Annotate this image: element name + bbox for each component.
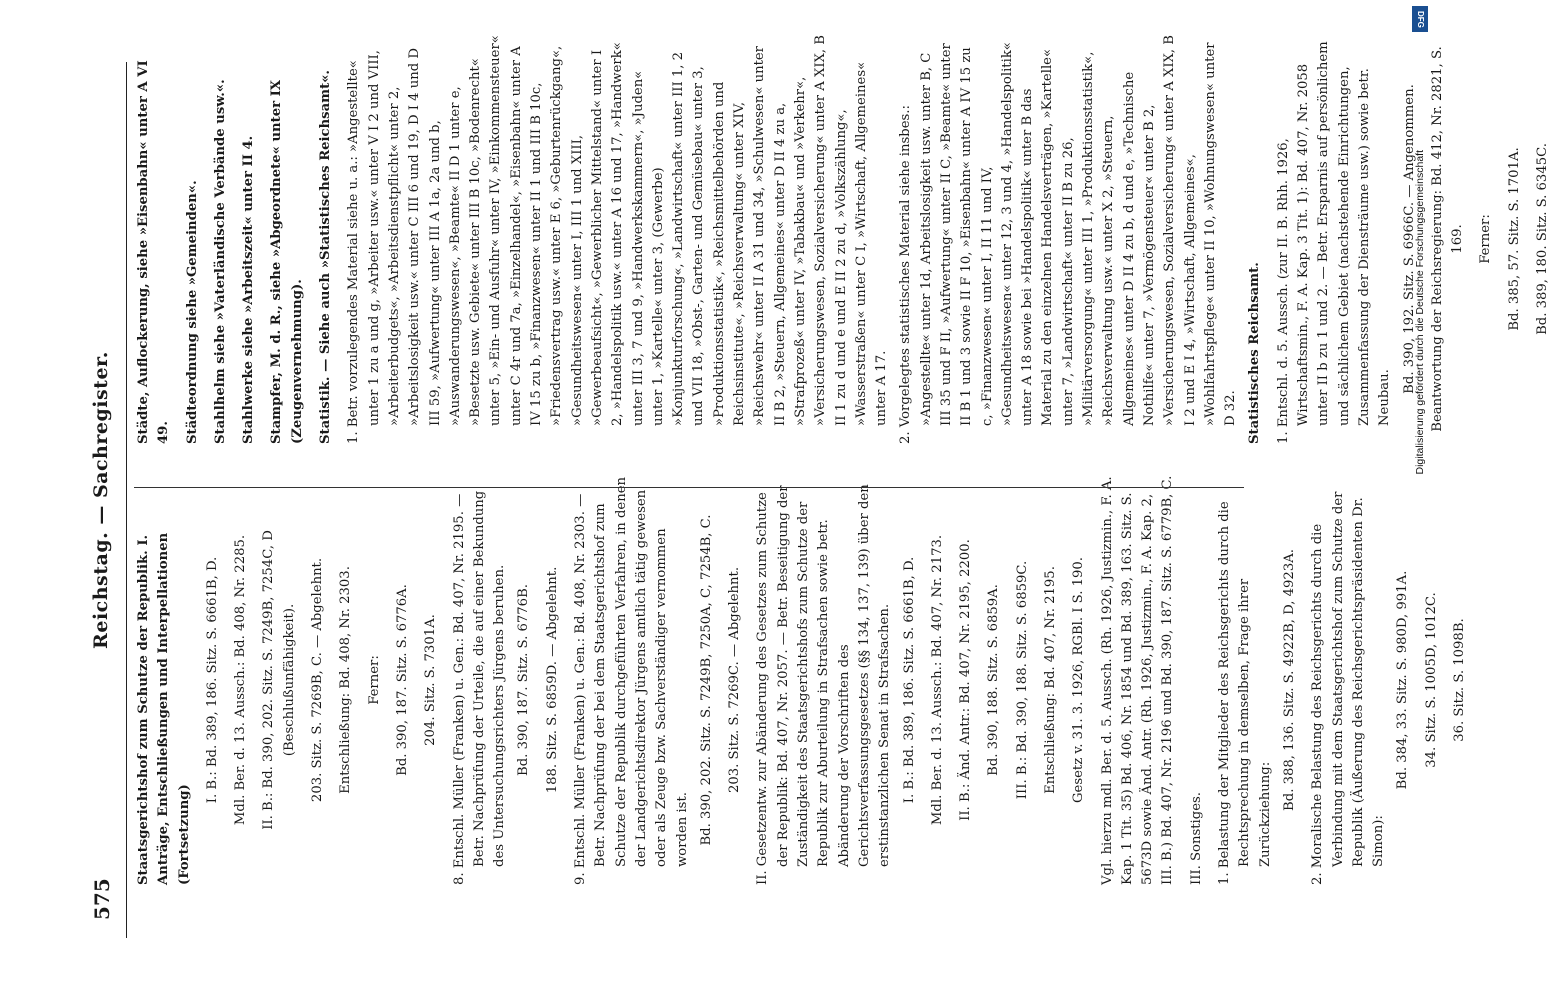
register-entry: Bd. 390, 202. Sitz. S. 7249B, 7250A, C, 7254B, C. [698, 514, 714, 846]
register-entry: Entschließung: Bd. 408, Nr. 2303. [338, 566, 354, 794]
register-entry: 8. Entschl. Müller (Franken) u. Gen.: Bd. 407, Nr. 2195. — Betr. Nachprüfung der Urteile, die auf einer Bekundung des Untersuchungsrichters Jürgens beruhen. [451, 490, 508, 885]
register-entry-heading: Stampfer, M. d. R., siehe »Abgeordnete« unter IX (Zeugenvernehmung). [269, 79, 305, 444]
register-entry: Beantwortung der Reichsregierung: Bd. 412, Nr. 2821, S. 169. [1429, 46, 1466, 432]
register-entry: Ferner: [1478, 214, 1494, 264]
register-entry: Bd. 389, 180. Sitz. S. 6345C. [1535, 143, 1550, 335]
register-entry: II. Gesetzentw. zur Abänderung des Gesetzes zum Schutze der Republik: Bd. 407, Nr. 2057. — Betr. Beseitigung der Zuständigkeit des Staatsgerichtshofs zum Schutze der Republik zur Aburteilung in Strafsachen sowie betr. Abänderung der Vorschriften des Gerichtsverfassungsgesetzes (§§ 134, 137, 139) über den erstinstanzlichen Senat in Strafsachen. [755, 484, 893, 885]
register-entry: Ferner: [366, 655, 382, 705]
register-entry: I. B.: Bd. 389, 186. Sitz. S. 6661B, D. [204, 556, 220, 804]
register-entry: Bd. 384, 33. Sitz. S. 980D, 991A. [1395, 570, 1411, 790]
register-entry: 203. Sitz. S. 7269B, C. — Abgelehnt. [310, 557, 326, 803]
register-entry-heading: Statistisches Reichsamt. [1247, 262, 1263, 444]
register-entry: 34. Sitz. S. 1005D, 1012C. [1423, 592, 1439, 768]
register-entry: 203. Sitz. S. 7269C. — Abgelehnt. [727, 566, 743, 794]
watermark-text: Digitalisierung gefördert durch die Deutsche Forschungsgemeinschaft [1414, 150, 1426, 475]
register-entry: 1. Belastung der Mitglieder des Reichsgerichts durch die Rechtsprechung in demselben, Frage ihrer Zurückziehung: [1217, 501, 1273, 885]
register-entry: III. Sonstiges. [1188, 792, 1204, 885]
dfg-watermark [1400, 0, 1434, 1000]
register-entry-heading: Städte, Auflockerung, siehe »Eisenbahn« unter A VI 49. [136, 60, 172, 444]
register-entry: Bd. 385, 57. Sitz. S. 1701A. [1506, 147, 1522, 331]
register-entry-heading: Statistik. — Siehe auch »Statistisches Reichsamt«. [318, 69, 334, 444]
register-entry-heading: Städteordnung siehe »Gemeinden«. [184, 180, 200, 444]
register-entry: Bd. 390, 188. Sitz. S. 6859A. [986, 584, 1002, 776]
register-entry: Mdl. Ber. d. 13. Aussch.: Bd. 408, Nr. 2285. [233, 534, 249, 826]
left-column [134, 475, 1478, 885]
register-entry: 1. Entschl. d. 5. Aussch. (zur II. B. Rhh. 1926, Wirtschaftsmin., F. A. Kap. 3 Tit. 1): Bd. 407, Nr. 2058 unter II b zu 1 und 2. — Betr. Ersparnis auf persönlichem und sächlichem Gebiet (nachstehende Einrichtungen, Zusammenfassung der Diensträume usw.) sowie betr. Neubau. [1275, 41, 1393, 444]
register-entry: 204. Sitz. S. 7301A. [423, 614, 439, 746]
register-entry: 2. Vorgelegtes statistisches Material siehe insbes.: »Angestellte« unter 1d, Arbeitslosigkeit usw. unter B, C III 35 und F II, »Aufwertung« unter II C, »Beamte« unter II B 1 und 3 sowie II F 10, »Eisenbahn« unter A IV 15 zu c, »Finanzwesen« unter I, II 11 und IV, »Gesundheitswesen« unter 12, 3 und 4, »Handelspolitik« unter A 18 sowie bei »Handelspolitik« unter B das Material zu den einzelnen Handelsverträgen, »Kartelle« unter 7, »Landwirtschaft« unter II B zu 26, »Militärversorgung« unter III 1, »Produktionsstatistik«, »Reichsverwaltung usw.« unter X 2, »Steuern, Allgemeines« unter D II 4 zu b, d und e, »Technische Nothilfe« unter 7, »Vermögensteuer« unter B 2, »Versicherungswesen, Sozialversicherung« unter A XIX, B I 2 und E I 4, »Wirtschaft, Allgemeines«, »Wohlfahrtspflege« unter II 10, »Wohnungswesen« unter D 32. [898, 34, 1239, 444]
register-entry: Bd. 388, 136. Sitz. S. 4922B, D, 4923A. [1281, 549, 1297, 811]
register-entry: Entschließung: Bd. 407, Nr. 2195. [1042, 566, 1058, 794]
register-entry-heading: Stahlwerke siehe »Arbeitszeit« unter II 4. [241, 135, 257, 444]
register-entry: III. B.: Bd. 390, 188. Sitz. S. 6859C. [1014, 560, 1030, 800]
register-entry: Vgl. hierzu mdl. Ber. d. 5. Aussch. (Rh. 1926, Justizmin., F. A. Kap. 1 Tit. 35) Bd. 406, Nr. 1854 und Bd. 389, 163. Sitz. S. 5673D sowie Änd. Antr. (Rh. 1926, Justizmin., F. A. Kap. 2, III. B.) Bd. 407, Nr. 2196 und Bd. 390, 187. Sitz. S. 6779B, C. [1099, 475, 1176, 885]
running-header [90, 60, 124, 940]
column-divider [134, 487, 1244, 488]
page-number: 575 [90, 878, 114, 920]
register-entry: 9. Entschl. Müller (Franken) u. Gen.: Bd. 408, Nr. 2303. — Betr. Nachprüfung der bei dem Staatsgerichtshof zum Schutze der Republik durchgeführten Verfahren, in denen der Landgerichtsdirektor Jürgens amtlich tätig gewesen oder als Zeuge bzw. Sachverständiger vernommen worden ist. [573, 476, 690, 885]
register-entry: Gesetz v. 31. 3. 1926, RGBl. I S. 190. [1071, 557, 1087, 803]
register-entry: 1. Betr. vorzulegendes Material siehe u. a.: »Angestellte« unter 1 zu a und g, »Arbeiter usw.« unter V I 2 und VIII, »Arbeiterbudgets«, »Arbeitsdienstpflicht« unter 2, »Arbeitslosigkeit usw.« unter C III 6 und 19, D I 4 und D III 59, »Aufwertung« unter III A 1a, 2a und b, »Auswanderungswesen«, »Beamte« II D 1 unter e, »Besetzte usw. Gebiete« unter III B 10c, »Bodenrecht« unter 5, »Ein- und Ausfuhr« unter IV, »Einkommensteuer« unter C 4r und 7a, »Einzelhandel«, »Eisenbahn« unter A IV 15 zu b, »Finanzwesen« unter II 1 und III B 10c, »Friedensvertrag usw.« unter E 6, »Geburtenrückgang«, »Gesundheitswesen« unter I, III 1 und XIII, »Gewerbeaufsicht«, »Gewerblicher Mittelstand« unter I 2, »Handelspolitik usw.« unter A 16 und 17, »Handwerk« unter III 3, 7 und 9, »Handwerkskammern«, »Juden« unter 1, »Kartelle« unter 3, (Gewerbe) »Konjunkturforschung«, »Landwirtschaft« unter III 1, 2 und VII 18, »Obst-, Garten- und Gemüsebau« unter 3, »Produktionsstatistik«, »Reichsmittelbehörden und Reichsinstitute«, »Reichsverwaltung« unter XIV, »Reichswehr« unter II A 31 und 34, »Schulwesen« unter II B 2, »Steuern, Allgemeines« unter D II 4 zu a, »Strafprozeß« unter IV, »Tabakbau« und »Verkehr«, »Versicherungswesen, Sozialversicherung« unter A XIX, B II 1 zu d und e und E II 2 zu d, »Volkszählung«, »Wasserstraßen« unter C I, »Wirtschaft, Allgemeines« unter A 17. [346, 34, 890, 444]
register-entry: Bd. 390, 192. Sitz. S. 6966C. — Angenommen. [1401, 84, 1417, 394]
header-title: Reichstag. — Sachregister. [90, 351, 112, 649]
header-rule [126, 62, 127, 938]
right-column [134, 34, 1561, 444]
register-entry: Bd. 390, 187. Sitz. S. 6776A. [394, 584, 410, 776]
register-entry: 36. Sitz. S. 1098B. [1452, 618, 1468, 742]
register-entry-heading: Staatsgerichtshof zum Schutze der Republik. I. Anträge, Entschließungen und Interpellationen (Fortsetzung) [136, 532, 192, 885]
register-entry: Mdl. Ber. d. 13. Aussch.: Bd. 407, Nr. 2173. [929, 534, 945, 826]
dfg-logo: DFG [1412, 6, 1428, 32]
register-entry: 2. Moralische Belastung des Reichsgerichts durch die Verbindung mit dem Staatsgerichtshof zum Schutze der Republik (Äußerung des Reichsgerichtspräsidenten Dr. Simon): [1310, 491, 1387, 885]
register-entry-heading: Stahlhelm siehe »Vaterländische Verbände usw.«. [212, 79, 228, 444]
register-entry: II. B.: Bd. 390, 202. Sitz. S. 7249B, 7254C, D (Beschlußunfähigkeit). [261, 530, 297, 830]
register-entry: 188. Sitz. S. 6859D. — Abgelehnt. [544, 566, 560, 794]
register-entry: II. B.: Änd. Antr.: Bd. 407, Nr. 2195, 2200. [958, 539, 974, 821]
register-entry: I. B.: Bd. 389, 186. Sitz. S. 6661B, D. [901, 556, 917, 804]
register-entry: Bd. 390, 187. Sitz. S. 6776B. [516, 584, 532, 776]
